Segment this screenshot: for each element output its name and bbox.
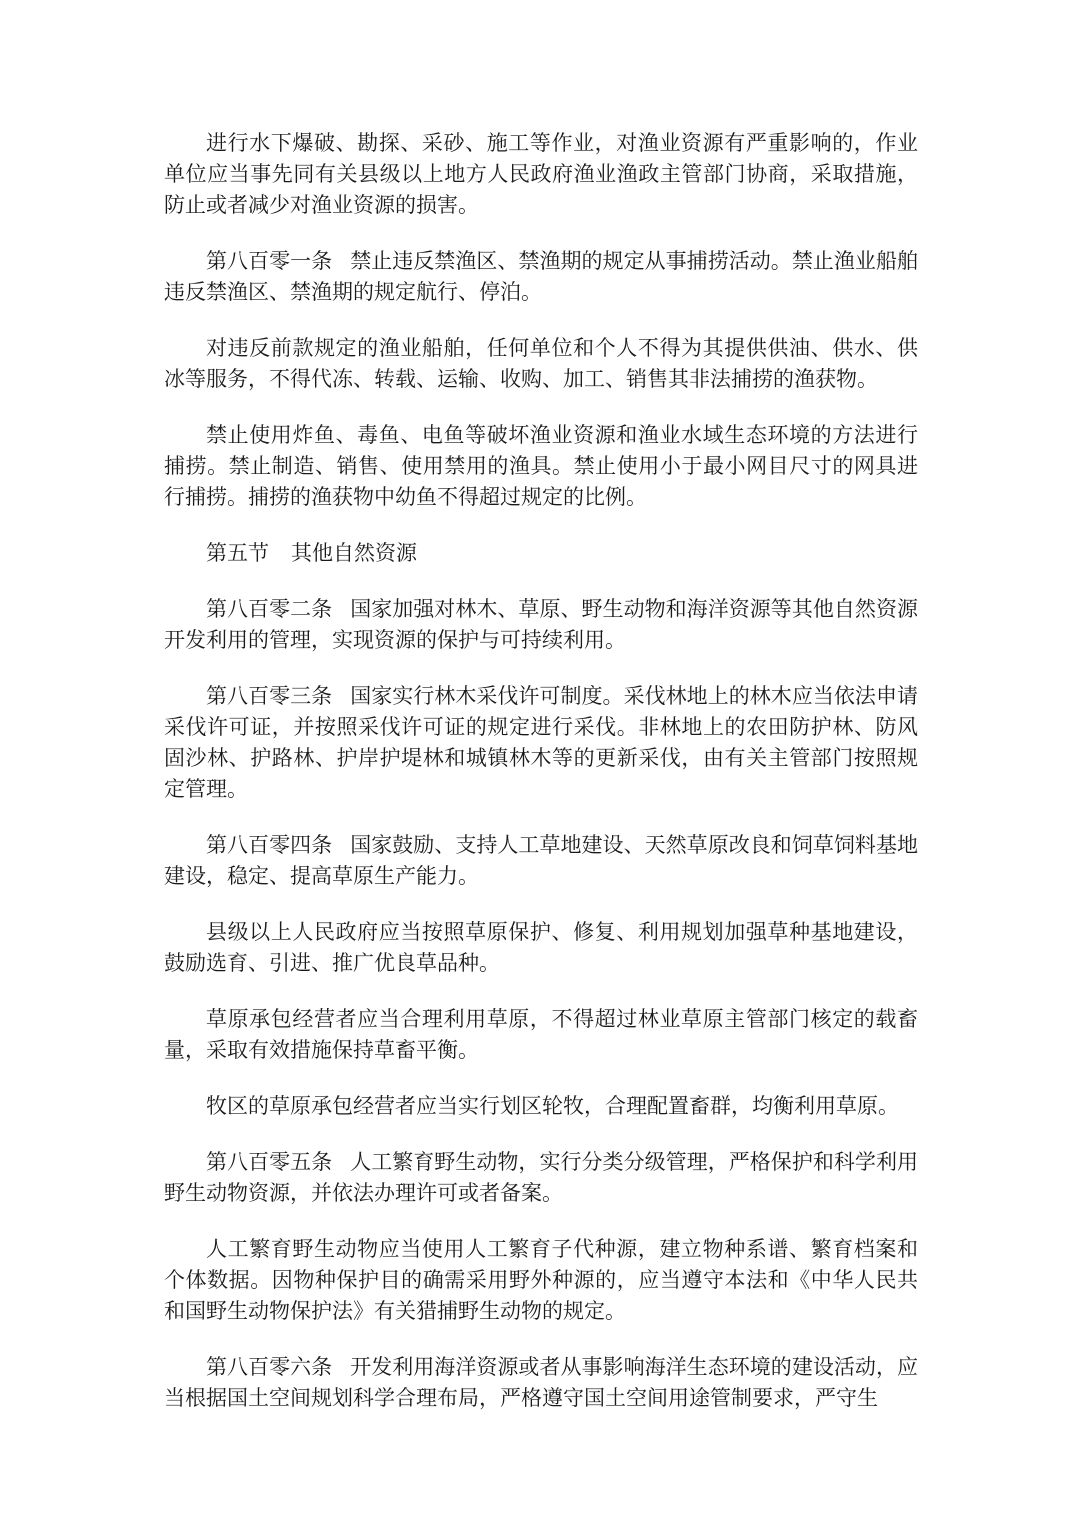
paragraph-text: 禁止使用炸鱼、毒鱼、电鱼等破坏渔业资源和渔业水域生态环境的方法进行捕捞。禁止制造、销售、使用禁用的渔具。禁止使用小于最小网目尺寸的网具进行捕捞。捕捞的渔获物中幼鱼不得超过规定的比例。 [164, 423, 918, 509]
section-heading [164, 538, 918, 569]
article-paragraph [164, 246, 918, 308]
article-paragraph [164, 681, 918, 805]
article-text: 禁止违反禁渔区、禁渔期的规定从事捕捞活动。禁止渔业船舶违反禁渔区、禁渔期的规定航行、停泊。 [164, 249, 918, 304]
article-text: 国家鼓励、支持人工草地建设、天然草原改良和饲草饲料基地建设，稳定、提高草原生产能力。 [164, 833, 918, 888]
article-number: 第八百零四条 [206, 833, 333, 857]
article-paragraph [164, 1352, 918, 1414]
paragraph [164, 1234, 918, 1327]
article-text: 国家实行林木采伐许可制度。采伐林地上的林木应当依法申请采伐许可证，并按照采伐许可证的规定进行采伐。非林地上的农田防护林、防风固沙林、护路林、护岸护堤林和城镇林木等的更新采伐，由有关主管部门按照规定管理。 [164, 684, 918, 801]
article-number: 第八百零五条 [206, 1150, 333, 1174]
paragraph [164, 1004, 918, 1066]
article-text: 人工繁育野生动物，实行分类分级管理，严格保护和科学利用野生动物资源，并依法办理许可或者备案。 [164, 1150, 918, 1205]
section-title: 其他自然资源 [291, 541, 417, 565]
article-paragraph [164, 830, 918, 892]
article-number: 第八百零一条 [206, 249, 333, 273]
article-text: 国家加强对林木、草原、野生动物和海洋资源等其他自然资源开发利用的管理，实现资源的保护与可持续利用。 [164, 597, 918, 652]
paragraph-text: 草原承包经营者应当合理利用草原，不得超过林业草原主管部门核定的载畜量，采取有效措施保持草畜平衡。 [164, 1007, 918, 1062]
section-number: 第五节 [206, 541, 269, 565]
paragraph-text: 县级以上人民政府应当按照草原保护、修复、利用规划加强草种基地建设，鼓励选育、引进、推广优良草品种。 [164, 920, 918, 975]
article-number: 第八百零三条 [206, 684, 333, 708]
paragraph-text: 对违反前款规定的渔业船舶，任何单位和个人不得为其提供供油、供水、供冰等服务，不得代冻、转载、运输、收购、加工、销售其非法捕捞的渔获物。 [164, 336, 918, 391]
article-number: 第八百零二条 [206, 597, 333, 621]
paragraph-text: 人工繁育野生动物应当使用人工繁育子代种源，建立物种系谱、繁育档案和个体数据。因物种保护目的确需采用野外种源的，应当遵守本法和《中华人民共和国野生动物保护法》有关猎捕野生动物的规定。 [164, 1237, 918, 1323]
paragraph [164, 333, 918, 395]
paragraph-text: 牧区的草原承包经营者应当实行划区轮牧，合理配置畜群，均衡利用草原。 [206, 1094, 899, 1118]
paragraph-text: 进行水下爆破、勘探、采砂、施工等作业，对渔业资源有严重影响的，作业单位应当事先同有关县级以上地方人民政府渔业渔政主管部门协商，采取措施，防止或者减少对渔业资源的损害。 [164, 131, 918, 217]
paragraph [164, 128, 918, 221]
paragraph [164, 1091, 918, 1122]
article-paragraph [164, 594, 918, 656]
document-body [164, 128, 918, 1439]
paragraph [164, 420, 918, 513]
paragraph [164, 917, 918, 979]
article-text: 开发利用海洋资源或者从事影响海洋生态环境的建设活动，应当根据国土空间规划科学合理布局，严格遵守国土空间用途管制要求，严守生 [164, 1355, 918, 1410]
article-paragraph [164, 1147, 918, 1209]
article-number: 第八百零六条 [206, 1355, 333, 1379]
